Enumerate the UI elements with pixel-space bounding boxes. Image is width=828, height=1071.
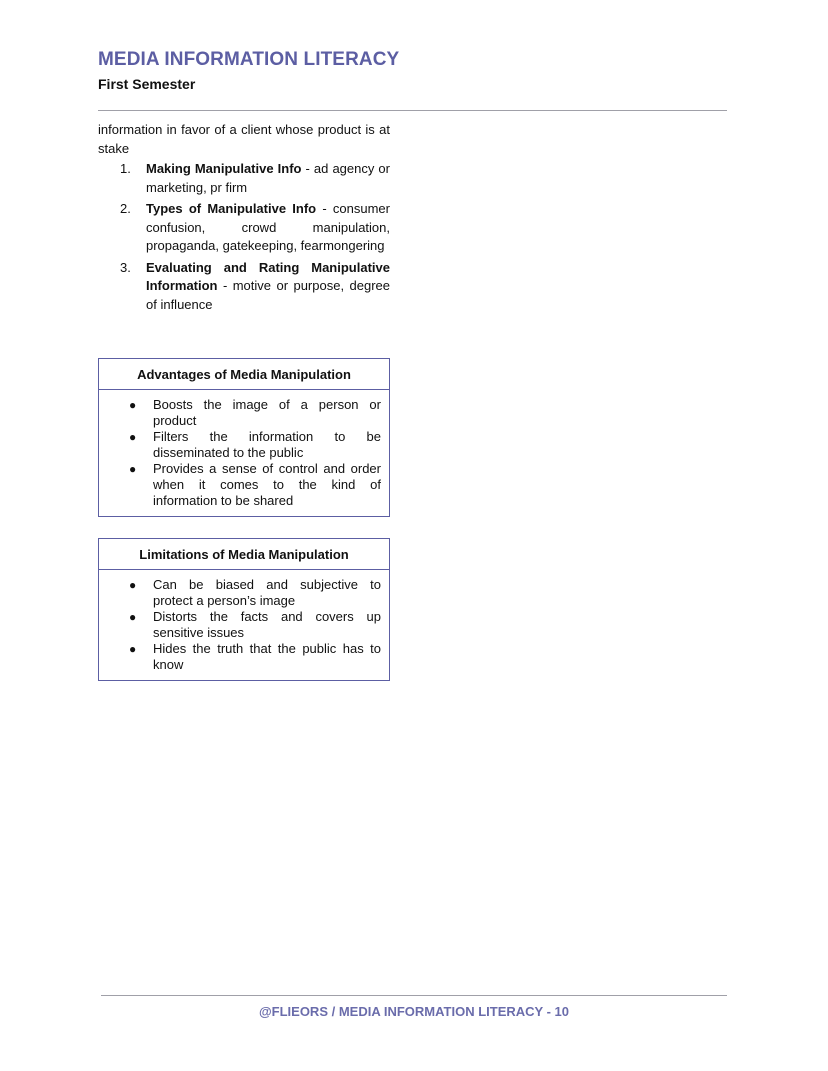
bullet-icon: ● — [129, 430, 137, 444]
body-text — [98, 121, 390, 317]
page-subtitle: First Semester — [98, 76, 196, 92]
footer-divider — [101, 995, 727, 996]
list-number: 1. — [120, 161, 131, 176]
bullet-icon: ● — [129, 462, 137, 476]
header-divider — [98, 110, 727, 111]
bullet-icon: ● — [129, 642, 137, 656]
advantages-heading: Advantages of Media Manipulation — [99, 359, 389, 390]
list-item-term: Evaluating and Rating Manipulative Information — [146, 259, 390, 293]
list-item — [98, 160, 390, 197]
list-item — [99, 609, 381, 641]
list-item — [98, 200, 390, 256]
list-item — [99, 461, 381, 509]
advantages-table — [98, 358, 390, 517]
bullet-icon: ● — [129, 398, 137, 412]
bullet-text: Hides the truth that the public has to know — [153, 641, 381, 672]
limitations-table — [98, 538, 390, 681]
list-item-text: - consumer confusion, crowd manipulation, propaganda, gatekeeping, fearmongering — [146, 201, 390, 253]
bullet-text: Filters the information to be disseminated to the public — [153, 429, 381, 460]
intro-paragraph: information in favor of a client whose product is at stake — [98, 122, 390, 156]
list-item — [99, 641, 381, 673]
bullet-text: Provides a sense of control and order when it comes to the kind of information to be shared — [153, 461, 381, 508]
page-footer: @FLIEORS / MEDIA INFORMATION LITERACY - 10 — [258, 1004, 569, 1019]
list-item-text: - motive or purpose, degree of influence — [146, 278, 390, 312]
list-item-text: - ad agency or marketing, pr firm — [146, 161, 390, 195]
list-item — [98, 259, 390, 315]
limitations-list — [99, 570, 389, 680]
bullet-text: Distorts the facts and covers up sensitive issues — [153, 609, 381, 640]
advantages-list — [99, 390, 389, 516]
list-item-term: Types of Manipulative Info — [146, 201, 317, 216]
numbered-list — [98, 160, 390, 314]
page-title: MEDIA INFORMATION LITERACY — [98, 49, 400, 70]
list-item-term: Making Manipulative Info — [146, 161, 302, 176]
list-item — [99, 397, 381, 429]
list-item — [99, 429, 381, 461]
list-number: 3. — [120, 259, 131, 275]
bullet-icon: ● — [129, 610, 137, 624]
list-number: 2. — [120, 201, 131, 216]
bullet-icon: ● — [129, 578, 137, 592]
bullet-text: Boosts the image of a person or product — [153, 397, 381, 428]
list-item — [99, 577, 381, 609]
bullet-text: Can be biased and subjective to protect a person’s image — [153, 577, 381, 608]
limitations-heading: Limitations of Media Manipulation — [99, 539, 389, 570]
